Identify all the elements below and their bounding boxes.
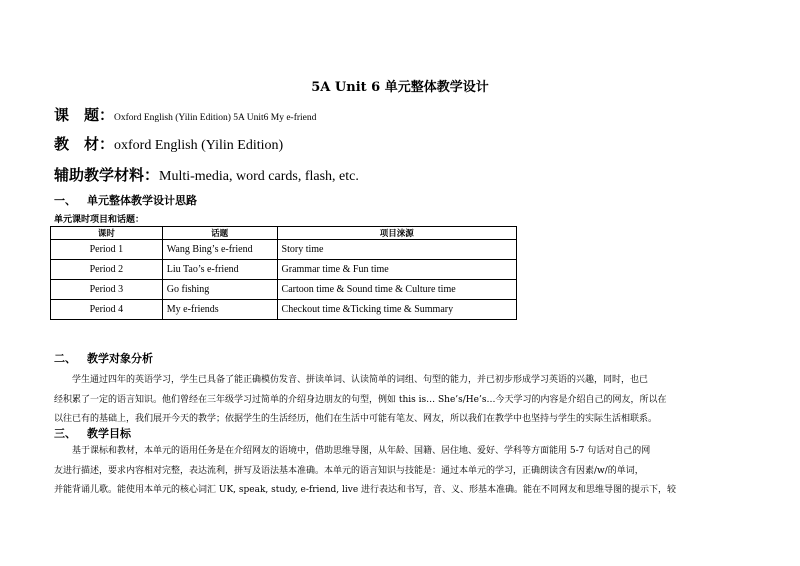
table-row [51, 280, 517, 300]
table-cell: My e-friends [162, 300, 277, 320]
paragraph-line: 基于课标和教材，本单元的语用任务是在介绍网友的语境中，借助思维导图，从年龄、国籍、居住地、爱好、学科等方面能用 5-7 句话对自己的网 [72, 446, 651, 456]
paragraph-line: 学生通过四年的英语学习，学生已具备了能正确模仿发音、拼读单词、认读简单的词组、句型的能力，并已初步形成学习英语的兴趣，同时，也已 [72, 375, 649, 385]
paragraph-objectives [54, 442, 720, 501]
paragraph-line: 并能背诵儿歌。能使用本单元的核心词汇 UK, speak, study, e-friend, live 进行表达和书写，音、义、形基本准确。能在不同网友和思维导图的提示下，较 [54, 485, 677, 495]
table-header-row [51, 227, 517, 240]
section-heading-design [54, 192, 197, 208]
table-header: 课时 [51, 227, 163, 240]
field-materials-value: Multi-media, word cards, flash, etc. [159, 169, 359, 184]
table-cell: Period 3 [51, 280, 163, 300]
table-cell: Cartoon time & Sound time & Culture time [277, 280, 516, 300]
table-row [51, 240, 517, 260]
table-cell: Liu Tao’s e-friend [162, 260, 277, 280]
section-title: 教学对象分析 [87, 352, 153, 365]
section-heading-students [54, 350, 153, 366]
table-cell: Period 4 [51, 300, 163, 320]
document-title: 5A Unit 6 单元整体教学设计 [311, 80, 489, 95]
paragraph-line: 以往已有的基础上，我们展开今天的教学；依据学生的生活经历，他们在生活中可能有笔友、网友，所以我们在教学中也坚持与学生的实际生活相联系。 [54, 414, 658, 424]
table-cell: Period 2 [51, 260, 163, 280]
table-cell: Wang Bing’s e-friend [162, 240, 277, 260]
field-textbook-label: 教 材： [54, 135, 115, 153]
table-cell: Go fishing [162, 280, 277, 300]
table-cell: Grammar time & Fun time [277, 260, 516, 280]
table-cell: Period 1 [51, 240, 163, 260]
paragraph-students [54, 371, 720, 430]
field-topic [54, 104, 316, 125]
field-materials [54, 164, 359, 185]
table-cell: Story time [277, 240, 516, 260]
field-textbook [54, 133, 283, 154]
paragraph-line: 友进行描述，要求内容相对完整，表达流利，拼写及语法基本准确。本单元的语言知识与技能是：通过本单元的学习，正确朗读含有因素/w/的单词， [54, 465, 644, 476]
field-topic-label: 课 题： [54, 106, 115, 124]
table-caption: 单元课时项目和话题： [54, 215, 145, 225]
section-title: 单元整体教学设计思路 [87, 194, 197, 207]
table-row [51, 260, 517, 280]
field-textbook-value: oxford English (Yilin Edition) [114, 138, 284, 153]
table-row [51, 300, 517, 320]
table-cell: Checkout time &Ticking time & Summary [277, 300, 516, 320]
field-topic-value: Oxford English (Yilin Edition) 5A Unit6 My e-friend [114, 113, 317, 123]
section-number: 三、 [54, 427, 76, 440]
section-number: 二、 [54, 352, 76, 365]
table-header: 话题 [162, 227, 277, 240]
table-header: 项目涞源 [277, 227, 516, 240]
section-title: 教学目标 [87, 427, 131, 440]
field-materials-label: 辅助教学材料： [54, 166, 160, 184]
period-table [50, 226, 517, 320]
section-number: 一、 [54, 194, 76, 207]
paragraph-line: 经积累了一定的语言知识。他们曾经在三年级学习过简单的介绍身边朋友的句型，例如 this is… She’s/He’s…今天学习的内容是介绍自己的网友，所以在 [54, 394, 667, 405]
section-heading-objectives [54, 425, 131, 441]
